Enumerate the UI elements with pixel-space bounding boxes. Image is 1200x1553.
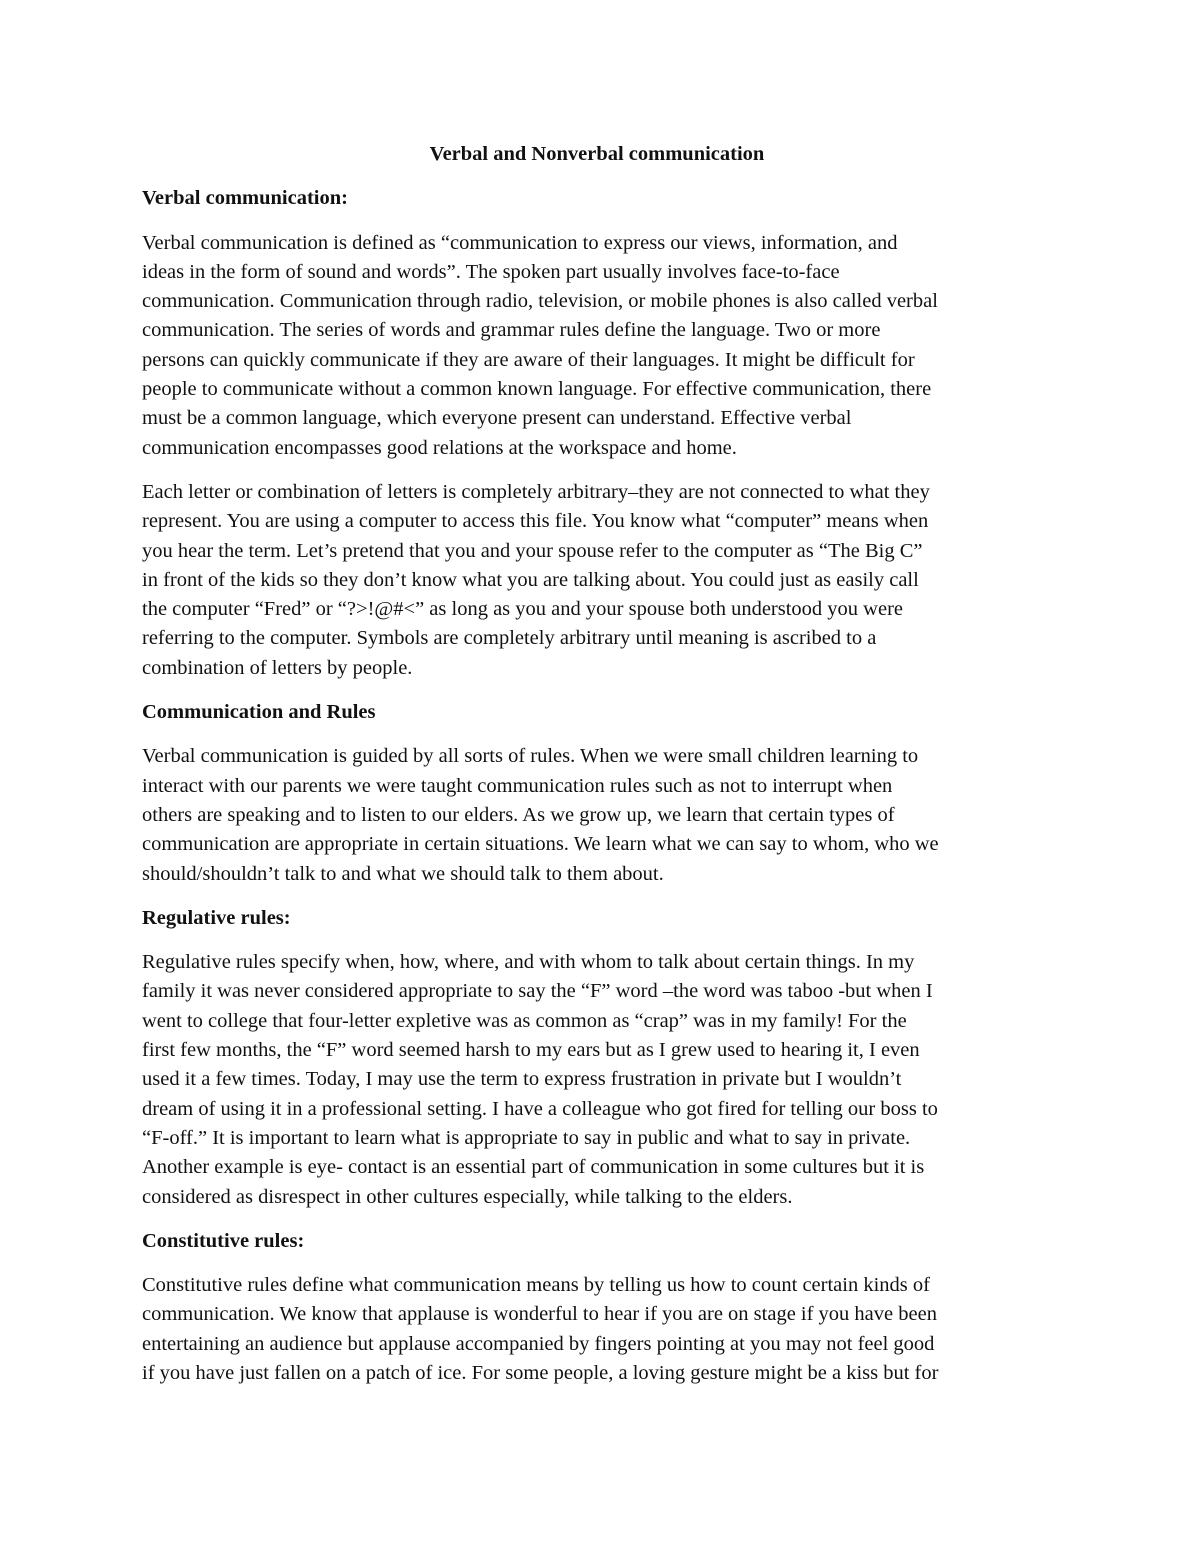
- text-line: communication. Communication through radio, television, or mobile phones is also called verbal: [142, 290, 938, 313]
- text-line: considered as disrespect in other cultures especially, while talking to the elders.: [142, 1185, 793, 1208]
- text-line: persons can quickly communicate if they are aware of their languages. It might be difficult for: [142, 348, 915, 371]
- text-line: should/shouldn’t talk to and what we should talk to them about.: [142, 862, 664, 885]
- section-heading-communication-and-rules: Communication and Rules: [142, 701, 376, 724]
- text-line: went to college that four-letter expletive was as common as “crap” was in my family! For the: [142, 1009, 907, 1032]
- text-line: entertaining an audience but applause accompanied by fingers pointing at you may not feel good: [142, 1332, 935, 1355]
- section-heading-constitutive-rules: Constitutive rules:: [142, 1229, 305, 1252]
- text-line: Verbal communication is defined as “communication to express our views, information, and: [142, 231, 898, 254]
- paragraph-constitutive-rules: [142, 1271, 1062, 1388]
- text-line: communication. The series of words and grammar rules define the language. Two or more: [142, 319, 881, 342]
- text-line: first few months, the “F” word seemed harsh to my ears but as I grew used to hearing it, I even: [142, 1039, 920, 1062]
- text-line: in front of the kids so they don’t know what you are talking about. You could just as easily call: [142, 568, 919, 591]
- paragraph-communication-rules: [142, 742, 1062, 888]
- text-line: Regulative rules specify when, how, where, and with whom to talk about certain things. In my: [142, 951, 915, 974]
- text-line: communication. We know that applause is wonderful to hear if you are on stage if you have been: [142, 1303, 937, 1326]
- text-line: ideas in the form of sound and words”. The spoken part usually involves face-to-face: [142, 260, 840, 283]
- paragraph-regulative-rules: [142, 948, 1062, 1212]
- text-line: combination of letters by people.: [142, 656, 413, 679]
- text-line: Constitutive rules define what communication means by telling us how to count certain kinds of: [142, 1274, 930, 1297]
- text-line: communication are appropriate in certain situations. We learn what we can say to whom, who we: [142, 833, 939, 856]
- text-line: you hear the term. Let’s pretend that you and your spouse refer to the computer as “The Big C”: [142, 539, 923, 562]
- text-line: people to communicate without a common known language. For effective communication, there: [142, 378, 932, 401]
- text-line: must be a common language, which everyone present can understand. Effective verbal: [142, 407, 852, 430]
- text-line: interact with our parents we were taught communication rules such as not to interrupt when: [142, 774, 893, 797]
- text-line: family it was never considered appropriate to say the “F” word –the word was taboo -but when I: [142, 980, 933, 1003]
- document-page: [142, 140, 1062, 1403]
- text-line: if you have just fallen on a patch of ice. For some people, a loving gesture might be a kiss but for: [142, 1361, 939, 1384]
- text-line: Another example is eye- contact is an essential part of communication in some cultures but it is: [142, 1156, 925, 1179]
- text-line: Each letter or combination of letters is completely arbitrary–they are not connected to what they: [142, 480, 930, 503]
- section-heading-verbal-communication: Verbal communication:: [142, 187, 348, 210]
- text-line: communication encompasses good relations at the workspace and home.: [142, 436, 737, 459]
- text-line: the computer “Fred” or “?>!@#<” as long as you and your spouse both understood you were: [142, 598, 904, 621]
- text-line: Verbal communication is guided by all sorts of rules. When we were small children learning to: [142, 745, 919, 768]
- text-line: referring to the computer. Symbols are completely arbitrary until meaning is ascribed to a: [142, 627, 877, 650]
- text-line: represent. You are using a computer to access this file. You know what “computer” means when: [142, 510, 929, 533]
- text-line: “F-off.” It is important to learn what is appropriate to say in public and what to say in private.: [142, 1126, 911, 1149]
- paragraph-verbal-definition: [142, 229, 1062, 463]
- section-heading-regulative-rules: Regulative rules:: [142, 906, 291, 929]
- text-line: others are speaking and to listen to our elders. As we grow up, we learn that certain types of: [142, 803, 895, 826]
- text-line: used it a few times. Today, I may use the term to express frustration in private but I wouldn’t: [142, 1068, 902, 1091]
- paragraph-arbitrary-symbols: [142, 478, 1062, 683]
- document-title: Verbal and Nonverbal communication: [429, 143, 765, 165]
- text-line: dream of using it in a professional setting. I have a colleague who got fired for telling our boss to: [142, 1097, 938, 1120]
